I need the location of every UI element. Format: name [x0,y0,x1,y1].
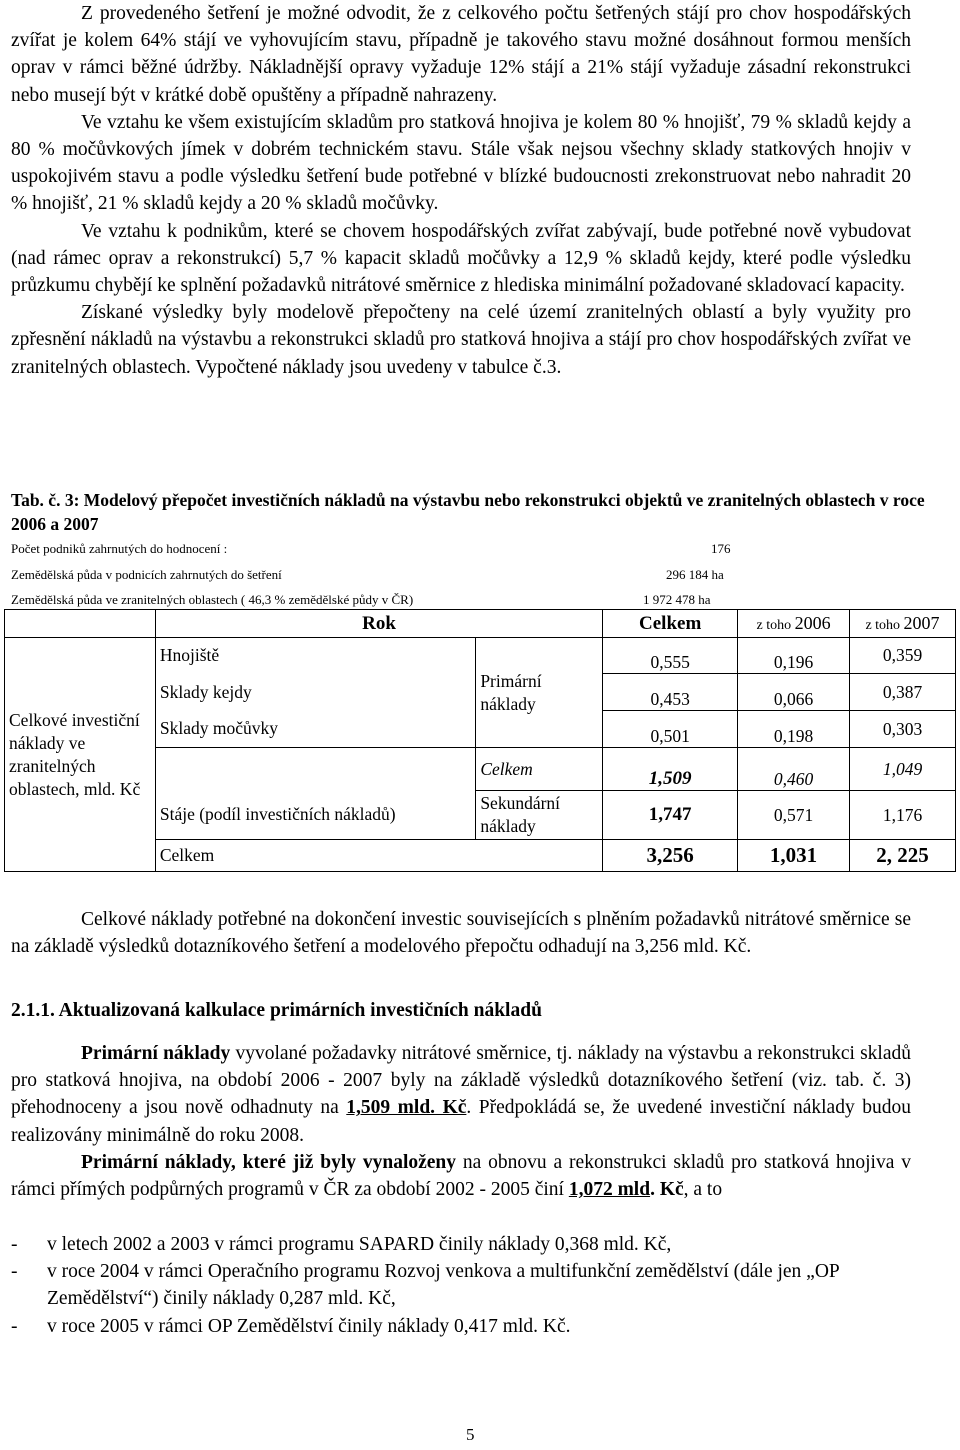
value-mocuvky-2006: 0,198 [738,711,850,748]
list-item-text: v letech 2002 a 2003 v rámci programu SAPARD činily náklady 0,368 mld. Kč, [47,1234,672,1255]
table-row [5,638,956,674]
value-primary-2007: 1,049 [850,748,956,791]
summary-paragraph-wrap [11,906,911,960]
list-item [11,1231,911,1258]
value-hnojiste-2007: 0,359 [850,638,956,674]
paragraph-summary: Celkové náklady potřebné na dokončení investic souvisejících s plněním požadavků nitrátové směrnice se na základě výsledků dotazníkového šetření a modelového přepočtu odhadují na 3,256 mld. Kč. [11,909,911,958]
value-grand-2007: 2, 225 [850,840,956,872]
value-primary-2006: 0,460 [738,748,850,791]
value-mocuvky-total: 0,501 [603,711,738,748]
row-label-total-investment: Celkové investiční náklady ve zranitelných oblastech, mld. Kč [5,638,156,872]
header-2007-year: 2007 [903,613,940,633]
header-celkem: Celkem [603,610,738,638]
value-hnojiste-total: 0,555 [603,638,738,674]
value-mocuvky-2007: 0,303 [850,711,956,748]
meta-value: 296 184 ha [666,567,724,582]
item-staje: Stáje (podíl investičních nákladů) [155,791,475,840]
primary-costs-text: vyvolané požadavky nitrátové směrnice, tj. náklady na výstavbu a rekonstrukci skladů pro statková hnojiva, na období 2006 - 2007 byly na základě výsledků dotazníkového šetření (viz. tab. č. 3) přehodnoceny a jsou nově odhadnuty na [11,1043,911,1119]
program-list [11,1231,911,1340]
meta-row-vulnerable-land [11,592,741,608]
meta-label: Zemědělská půda v podnicích zahrnutých do šetření [11,567,282,582]
paragraph-spent-costs [11,1149,911,1203]
page-number: 5 [466,1425,475,1444]
value-kejdy-total: 0,453 [603,674,738,711]
section-body [11,1040,911,1203]
primary-costs-amount [346,1097,466,1118]
item-celkem: Celkem [155,840,602,872]
table-header-row [5,610,956,638]
meta-row-farm-land [11,567,741,583]
paragraph-stables: Z provedeného šetření je možné odvodit, že z celkového počtu šetřených stájí pro chov hospodářských zvířat je kolem 64% stájí ve vyhovujícím stavu, případně je takového stavu možné dosáhnout formou menších oprav v rámci běžné údržby. Nákladnější opravy vyžaduje 12% stájí a 21% stájí vyžaduje zásadní rekonstrukci nebo musejí být v krátké době opuštěny a případně nahrazeny. [11,3,911,106]
item-hnojiste: Hnojiště [155,638,475,674]
meta-value: 176 [711,541,731,556]
group-celkem: Celkem [476,748,603,791]
header-2007 [850,610,956,638]
list-item-text: v roce 2004 v rámci Operačního programu Rozvoj venkova a multifunkční zemědělství (dále jen „OP Zemědělství“) činily náklady 0,287 mld. Kč, [47,1261,840,1310]
value-grand-total: 3,256 [603,840,738,872]
value-kejdy-2006: 0,066 [738,674,850,711]
header-2006-year: 2006 [794,613,831,633]
header-rok: Rok [155,610,602,638]
value-primary-total: 1,509 [603,748,738,791]
primary-costs-amount-underline: 1,509 mld. Kč [346,1097,467,1119]
intro-paragraphs [11,0,911,381]
table-caption: Tab. č. 3: Modelový přepočet investičních nákladů na výstavbu nebo rekonstrukci objektů ve zranitelných oblastech v roce 2006 a 2007 [11,490,925,534]
value-grand-2006: 1,031 [738,840,850,872]
meta-label: Zemědělská půda ve zranitelných oblastech ( 46,3 % zemědělské půdy v ČR) [11,592,414,607]
value-staje-2007: 1,176 [850,791,956,840]
header-2006 [738,610,850,638]
group-primarni: Primární náklady [476,638,603,748]
header-2007-prefix: z toho [865,618,904,633]
spent-costs-currency: . Kč [650,1179,684,1201]
paragraph-primary-costs [11,1040,911,1149]
list-dash: - [11,1261,18,1283]
meta-label: Počet podniků zahrnutých do hodnocení : [11,541,228,556]
list-dash: - [11,1315,18,1337]
header-2006-prefix: z toho [756,618,795,633]
primary-costs-end: . Předpokládá se, že uvedené investiční náklady budou realizovány minimálně do roku 2008. [11,1097,911,1146]
cost-table [4,609,956,872]
primary-costs-bold: Primární náklady [81,1043,231,1064]
list-item-text: v roce 2005 v rámci OP Zemědělství činily náklady 0,417 mld. Kč. [47,1315,571,1337]
item-kejdy: Sklady kejdy [155,674,475,711]
group-sekundarni: Sekundární náklady [476,791,603,840]
meta-row-farms [11,541,741,557]
spent-costs-amount [569,1179,650,1200]
value-staje-total: 1,747 [603,791,738,840]
meta-value: 1 972 478 ha [643,592,711,607]
value-staje-2006: 0,571 [738,791,850,840]
spent-costs-amount-underline: 1,072 mld [568,1179,651,1201]
spent-costs-text: na obnovu a rekonstrukci skladů pro statková hnojiva v rámci přímých podpůrných programů v ČR za období 2002 - 2005 činí [11,1151,911,1201]
list-item [11,1313,911,1340]
value-hnojiste-2006: 0,196 [738,638,850,674]
list-dash: - [11,1234,18,1255]
value-kejdy-2007: 0,387 [850,674,956,711]
item-empty-cell [155,748,475,791]
item-mocuvky: Sklady močůvky [155,711,475,748]
list-item [11,1258,911,1312]
header-empty-cell [5,610,156,638]
section-heading: 2.1.1. Aktualizovaná kalkulace primárních investičních nákladů [11,1000,542,1021]
paragraph-new-capacity: Ve vztahu k podnikům, které se chovem hospodářských zvířat zabývají, bude potřebné nově vybudovat (nad rámec oprav a rekonstrukcí) 5,7 % kapacit skladů močůvky a 12,9 % skladů kejdy, které podle výsledku průzkumu chybějí ke splnění požadavků nitrátové směrnice z hlediska minimální požadované skladovací kapacity. [11,220,911,297]
spent-costs-end: , a to [683,1179,723,1201]
paragraph-model: Získané výsledky byly modelově přepočteny na celé území zranitelných oblastí a byly využity pro zpřesnění nákladů na výstavbu a rekonstrukci skladů pro statková hnojiva a stájí pro chov hospodářských zvířat ve zranitelných oblastech. Vypočtené náklady jsou uvedeny v tabulce č.3. [11,302,911,378]
spent-costs-bold: Primární náklady, které již byly vynaloženy [81,1151,457,1173]
paragraph-storage: Ve vztahu ke všem existujícím skladům pro statková hnojiva je kolem 80 % hnojišť, 79 % skladů kejdy a 80 % močůvkových jímek v dobrém technickém stavu. Stále však nejsou všechny sklady statkových hnojiv v uspokojivém stavu a podle výsledku šetření bude potřebné v blízké budoucnosti zrekonstruovat nebo nahradit 20 % hnojišť, 21 % skladů kejdy a 20 % skladů močůvky. [11,111,911,215]
